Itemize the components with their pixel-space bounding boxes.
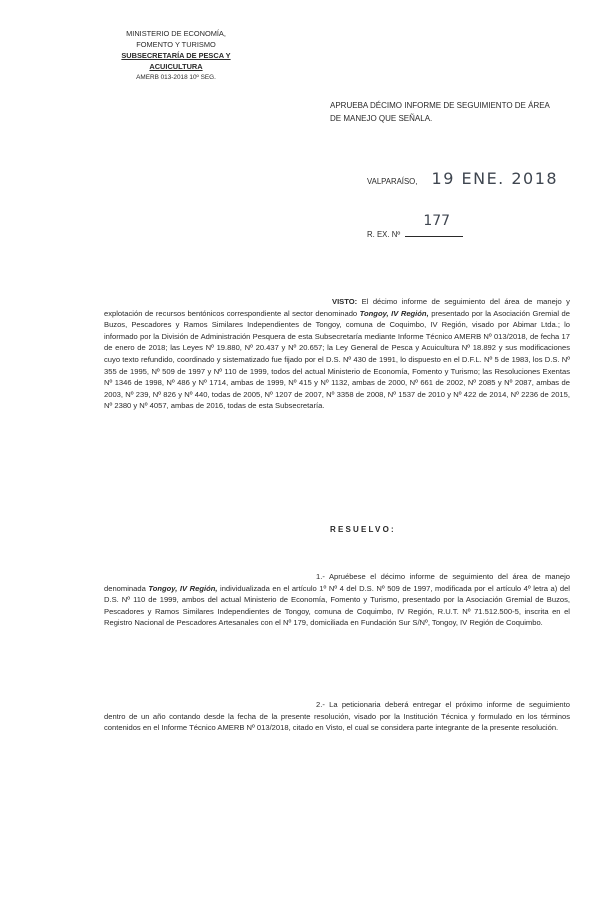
letterhead xyxy=(96,28,256,83)
item2-text: 2.- La peticionaria deberá entregar el próximo informe de seguimiento dentro de un año contando desde la fecha de la presente resolución, visado por la Institución Técnica y formulado en los términos contenidos en el Informe Técnico AMERB Nº 013/2018, citado en Visto, el cual se considera parte integrante de la presente resolución. xyxy=(104,700,570,733)
item1-text-2: individualizada en el artículo 1º Nº 4 del D.S. Nº 509 de 1997, modificada por el artículo 4º letra a) del D.S. Nº 110 de 1999, ambos del actual Ministerio de Economía, Fomento y Turismo, presentado por la Asociación Gremial de Buzos, Pescadores y Ramos Similares Independientes de Tongoy, comuna de Coquimbo, IV Región, R.U.T. Nº 71.512.500-5, inscrita en el Registro Nacional de Pescadores Artesanales con el Nº 179, domiciliada en Fundación Sur S/Nº, Tongoy, IV Región de Coquimbo. xyxy=(104,583,570,628)
visto-label: VISTO: xyxy=(332,297,358,306)
resolution-item-2 xyxy=(104,699,570,734)
resuelvo-heading: RESUELVO: xyxy=(330,525,396,534)
letterhead-subsecretaria: SUBSECRETARÍA DE PESCA Y ACUICULTURA xyxy=(121,51,231,71)
resolution-number: 177 xyxy=(423,213,451,229)
item1-text-1: 1.- Apruébese el décimo informe de seguimiento del área de manejo denominada xyxy=(104,572,570,593)
letterhead-ministry: MINISTERIO DE ECONOMÍA, xyxy=(126,29,226,38)
document-subject: APRUEBA DÉCIMO INFORME DE SEGUIMIENTO DE ÁREA DE MANEJO QUE SEÑALA. xyxy=(330,101,550,123)
date-city: VALPARAÍSO, xyxy=(367,177,418,186)
visto-paragraph xyxy=(104,296,570,412)
visto-text-2: presentado por la Asociación Gremial de Buzos, Pescadores y Ramos Similares Independientes de Tongoy, comuna de Coquimbo, IV Región, visado por Abimar Ltda.; lo informado por la División de Administración Pesquera de esta Subsecretaría mediante Informe Técnico AMERB Nº 013/2018, de fecha 17 de enero de 2018; las Leyes Nº 19.880, Nº 20.437 y Nº 20.657; la Ley General de Pesca y Acuicultura Nº 18.892 y sus modificaciones cuyo texto refundido, coordinado y sistematizado fue fijado por el D.S. Nº 430 de 1991, lo dispuesto en el D.F.L. Nº 5 de 1983, los D.S. Nº 355 de 1995, Nº 509 de 1997 y Nº 110 de 1999, todos del actual Ministerio de Economía, Fomento y Turismo; las Resoluciones Exentas Nº 1346 de 1998, Nº 486 y Nº 1714, ambas de 1999, Nº 415 y Nº 1132, ambas de 2000, Nº 661 de 2002, Nº 2085 y Nº 2087, ambas de 2003, Nº 239, Nº 826 y Nº 440, todas de 2005, Nº 1207 de 2007, Nº 3358 de 2008, Nº 1537 de 2010 y Nº 422 de 2014, Nº 2236 de 2015, Nº 2380 y Nº 4057, ambas de 2016, todas de esta Subsecretaría. xyxy=(104,308,570,411)
item1-place: Tongoy, IV Región, xyxy=(148,583,218,593)
dateline xyxy=(367,169,559,188)
resolution-item-1 xyxy=(104,571,570,629)
resolution-number-line xyxy=(367,213,463,241)
date-stamp: 19 ENE. 2018 xyxy=(431,169,559,188)
letterhead-reference: AMERB 013-2018 10º SEG. xyxy=(136,74,216,81)
resolution-label: R. EX. Nº xyxy=(367,230,401,239)
resolution-number-blank xyxy=(405,213,463,237)
visto-place: Tongoy, IV Región, xyxy=(359,308,429,318)
letterhead-ministry-2: FOMENTO Y TURISMO xyxy=(136,40,216,49)
visto-text-1: El décimo informe de seguimiento del área de manejo y explotación de recursos bentónicos correspondiente al sector denominado xyxy=(104,297,570,318)
